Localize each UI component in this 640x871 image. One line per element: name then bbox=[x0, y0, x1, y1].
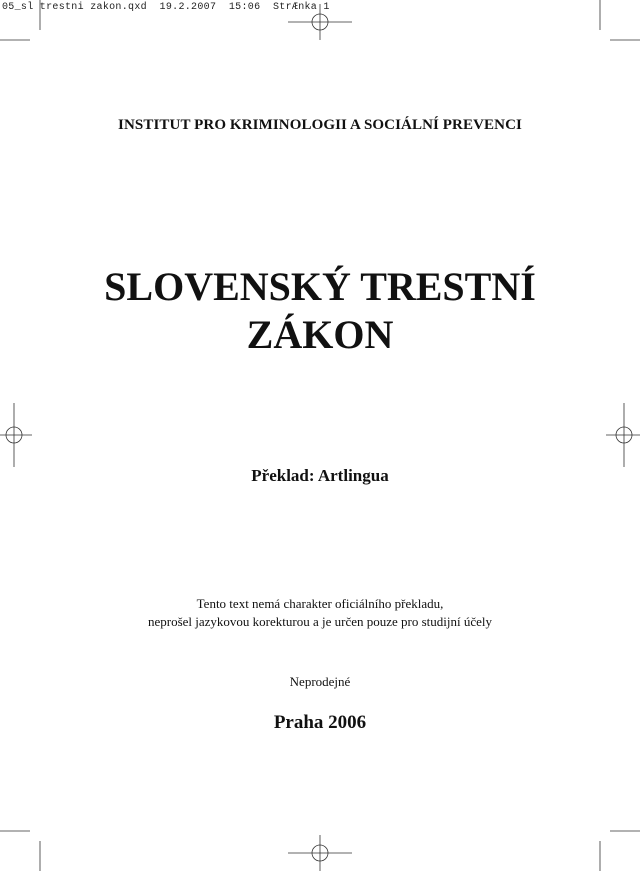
registration-mark-left bbox=[0, 403, 32, 467]
slug-date: 19.2.2007 bbox=[159, 2, 217, 13]
registration-mark-bottom bbox=[288, 835, 352, 871]
crop-mark-top-right bbox=[600, 0, 640, 40]
disclaimer-line-2: neprošel jazykovou korekturou a je určen pouze pro studijní účely bbox=[147, 614, 493, 629]
crop-mark-bottom-left bbox=[0, 831, 40, 871]
slug-page: StrÆnka 1 bbox=[273, 2, 330, 13]
registration-mark-top bbox=[288, 4, 352, 40]
institute-name: INSTITUT PRO KRIMINOLOGII A SOCIÁLNÍ PREVENCI bbox=[118, 117, 522, 133]
slug-filename: 05_sl trestni zakon.qxd bbox=[2, 2, 147, 13]
registration-mark-right bbox=[606, 403, 640, 467]
slug-time: 15:06 bbox=[228, 2, 261, 13]
crop-mark-top-left bbox=[0, 0, 40, 40]
title-line-2: ZÁKON bbox=[246, 312, 394, 357]
not-for-sale-note: Neprodejné bbox=[289, 674, 351, 689]
crop-mark-bottom-right bbox=[600, 831, 640, 871]
place-and-year: Praha 2006 bbox=[273, 712, 367, 733]
disclaimer-line-1: Tento text nemá charakter oficiálního překladu, bbox=[196, 596, 444, 611]
translation-credit: Překlad: Artlingua bbox=[251, 466, 389, 485]
title-line-1: SLOVENSKÝ TRESTNÍ bbox=[104, 264, 536, 309]
